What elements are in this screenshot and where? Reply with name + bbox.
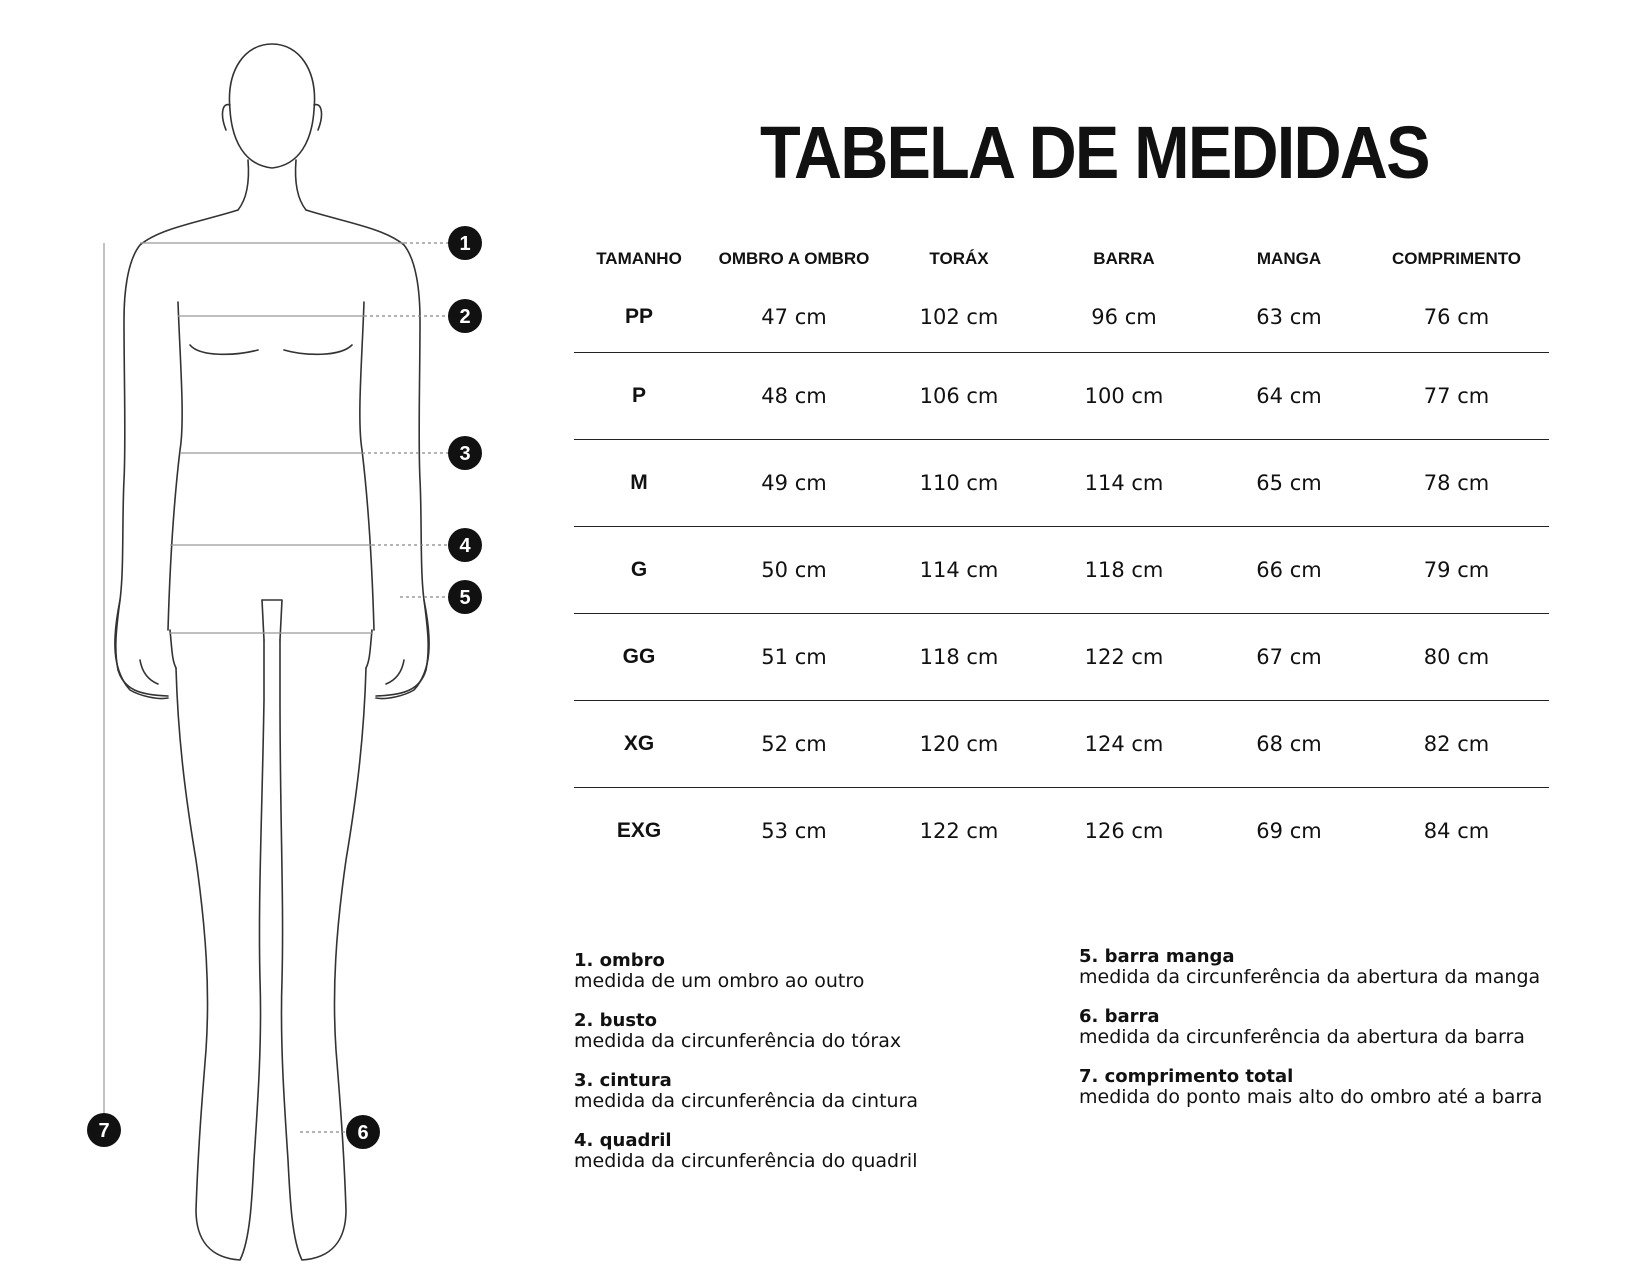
figure-legs (176, 640, 264, 1260)
table-row (574, 527, 1549, 614)
header-manga: MANGA (1256, 249, 1322, 268)
body-figure-illustration (0, 0, 560, 1279)
legend-item (1079, 946, 1579, 988)
legend-item (574, 950, 1074, 992)
measure-cell: 80 cm (1364, 614, 1549, 701)
measure-cell: 100 cm (1034, 353, 1214, 440)
marker-1 (448, 226, 482, 260)
marker-4-label: 4 (459, 535, 471, 557)
measure-cell: 64 cm (1214, 353, 1364, 440)
table-row (574, 353, 1549, 440)
size-cell: XG (574, 701, 704, 788)
table-row (574, 701, 1549, 788)
legend-title: 2. busto (574, 1010, 658, 1031)
table-row (574, 440, 1549, 527)
measure-cell: 50 cm (704, 527, 884, 614)
measure-cell: 67 cm (1214, 614, 1364, 701)
marker-5-label: 5 (459, 587, 471, 609)
legend-desc: medida da circunferência da cintura (574, 1090, 919, 1112)
measure-cell: 63 cm (1214, 282, 1364, 353)
measure-cell: 102 cm (884, 282, 1034, 353)
header-torax: TORÁX (929, 249, 989, 268)
measure-cell: 66 cm (1214, 527, 1364, 614)
marker-6 (346, 1115, 380, 1149)
legend-title: 1. ombro (574, 950, 665, 971)
measure-cell: 68 cm (1214, 701, 1364, 788)
measure-cell: 106 cm (884, 353, 1034, 440)
size-cell: P (574, 353, 704, 440)
measure-cell: 79 cm (1364, 527, 1549, 614)
table-row (574, 788, 1549, 875)
measure-cell: 124 cm (1034, 701, 1214, 788)
measure-cell: 114 cm (1034, 440, 1214, 527)
marker-3-label: 3 (459, 443, 471, 465)
legend-item (574, 1070, 1074, 1112)
header-comprimento: COMPRIMENTO (1391, 249, 1522, 268)
legend-desc: medida da circunferência do tórax (574, 1030, 902, 1052)
measure-cell: 118 cm (884, 614, 1034, 701)
header-barra: BARRA (1093, 249, 1155, 268)
size-cell: EXG (616, 819, 662, 842)
measure-cell: 126 cm (1084, 819, 1164, 843)
size-cell: G (574, 527, 704, 614)
table-row (574, 282, 1549, 353)
measure-cell: 53 cm (761, 819, 827, 843)
legend-item (574, 1130, 1074, 1172)
size-cell: PP (574, 282, 704, 353)
measure-cell: 65 cm (1214, 440, 1364, 527)
legend-desc: medida da circunferência do quadril (574, 1150, 918, 1172)
measure-cell: 69 cm (1256, 819, 1322, 843)
legend-title: 4. quadril (574, 1130, 672, 1151)
header-ombro: OMBRO A OMBRO (718, 249, 870, 268)
measure-cell: 78 cm (1364, 440, 1549, 527)
marker-7 (87, 1113, 121, 1147)
measure-cell: 110 cm (884, 440, 1034, 527)
figure-head (229, 44, 314, 168)
measure-cell: 96 cm (1034, 282, 1214, 353)
legend-desc: medida do ponto mais alto do ombro até a barra (1079, 1086, 1543, 1108)
measure-cell: 118 cm (1034, 527, 1214, 614)
legend-title: 5. barra manga (1079, 946, 1235, 967)
measure-cell: 122 cm (919, 819, 999, 843)
legend-item (1079, 1066, 1579, 1108)
page-title: TABELA DE MEDIDAS (760, 111, 1429, 194)
table-header-row (574, 236, 1549, 282)
measure-cell: 82 cm (1364, 701, 1549, 788)
marker-5 (448, 580, 482, 614)
measure-cell: 120 cm (884, 701, 1034, 788)
marker-2-label: 2 (459, 306, 471, 328)
legend-item (574, 1010, 1074, 1052)
measure-cell: 76 cm (1364, 282, 1549, 353)
marker-3 (448, 436, 482, 470)
table-row (574, 614, 1549, 701)
legend-title: 3. cintura (574, 1070, 672, 1091)
legend-desc: medida da circunferência da abertura da manga (1079, 966, 1541, 988)
size-cell: M (574, 440, 704, 527)
measure-cell: 84 cm (1423, 819, 1490, 843)
marker-6-label: 6 (357, 1122, 369, 1144)
marker-4 (448, 528, 482, 562)
marker-2 (448, 299, 482, 333)
size-table (574, 236, 1549, 874)
legend-desc: medida de um ombro ao outro (574, 970, 865, 992)
measure-cell: 47 cm (704, 282, 884, 353)
legend-right (1079, 946, 1579, 1126)
measure-cell: 51 cm (704, 614, 884, 701)
header-tamanho: TAMANHO (596, 249, 682, 268)
legend-title: 7. comprimento total (1079, 1066, 1294, 1087)
marker-1-label: 1 (459, 233, 471, 255)
legend-item (1079, 1006, 1579, 1048)
legend-left (574, 950, 1074, 1190)
legend-desc: medida da circunferência da abertura da barra (1079, 1026, 1525, 1048)
measure-cell: 114 cm (884, 527, 1034, 614)
measure-cell: 52 cm (704, 701, 884, 788)
measure-cell: 77 cm (1364, 353, 1549, 440)
measure-cell: 49 cm (704, 440, 884, 527)
measure-cell: 122 cm (1034, 614, 1214, 701)
marker-7-label: 7 (98, 1120, 110, 1142)
size-cell: GG (574, 614, 704, 701)
legend-title: 6. barra (1079, 1006, 1160, 1027)
measure-cell: 48 cm (704, 353, 884, 440)
